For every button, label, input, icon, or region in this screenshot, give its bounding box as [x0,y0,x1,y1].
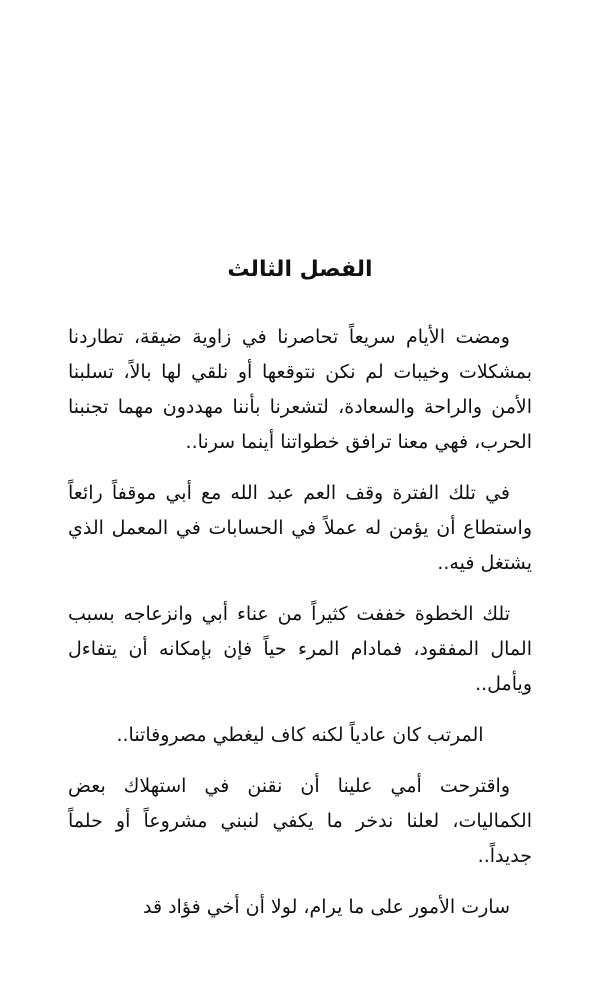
chapter-title: الفصل الثالث [227,257,373,282]
paragraph-5: واقترحت أمي علينا أن نقنن في استهلاك بعض الكماليات، لعلنا ندخر ما يكفي لنبني مشروعاً أو حلماً جديداً.. [68,775,532,867]
paragraph-3: تلك الخطوة خففت كثيراً من عناء أبي وانزعاجه بسبب المال المفقود، فمادام المرء حياً فإن بإمكانه أن يتفاءل ويأمل.. [68,603,532,695]
paragraph-6: سارت الأمور على ما يرام، لولا أن أخي فؤاد قد [142,896,510,918]
chapter-body [68,320,532,941]
paragraph-2: في تلك الفترة وقف العم عبد الله مع أبي موقفاً رائعاً واستطاع أن يؤمن له عملاً في الحسابات في المعمل الذي يشتغل فيه.. [68,482,532,574]
paragraph-1: ومضت الأيام سريعاً تحاصرنا في زاوية ضيقة، تطاردنا بمشكلات وخيبات لم نكن نتوقعها أو نلقي لها بالاً، تسلبنا الأمن والراحة والسعادة، لتشعرنا بأننا مهددون مهما تجنبنا الحرب، فهي معنا ترافق خطواتنا أينما سرنا.. [68,326,532,453]
paragraph-4: المرتب كان عادياً لكنه كاف ليغطي مصروفاتنا.. [116,724,484,746]
